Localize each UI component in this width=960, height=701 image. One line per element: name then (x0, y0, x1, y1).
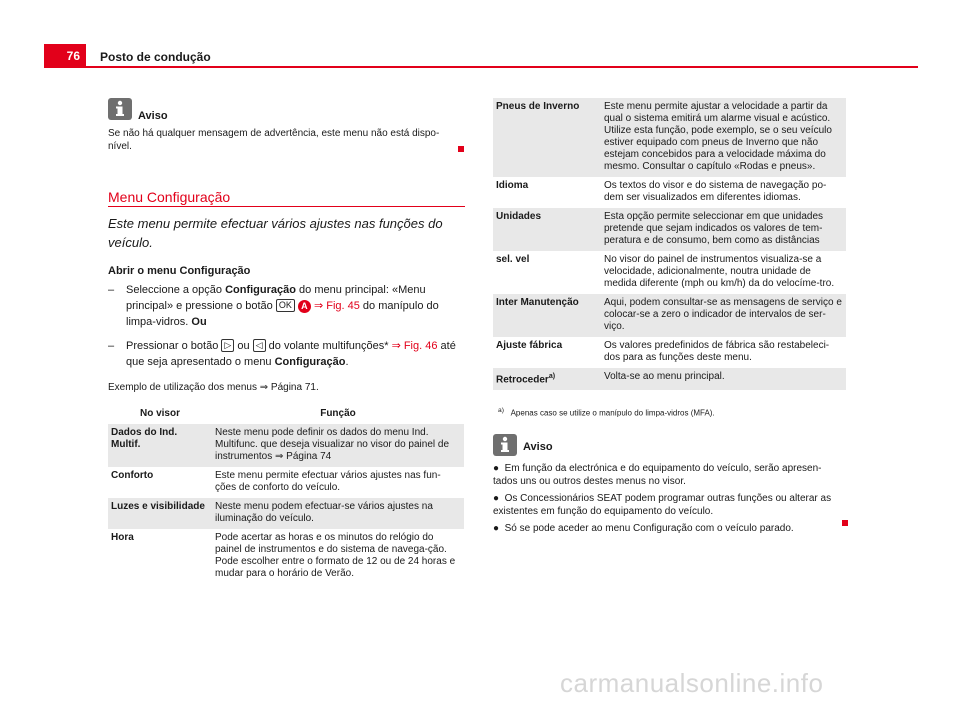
list-item: ● Em função da electrónica e do equipamento do veículo, serão apresen-tados uns ou outros destes menus no visor. (493, 463, 822, 487)
table-row: Dados do Ind. Multif. Neste menu pode definir os dados do menu Ind. Multifunc. que deseja visualizar no visor do painel de instrumentos ⇒ Página 74 (108, 424, 464, 467)
info-icon (493, 434, 517, 456)
table-row: Hora Pode acertar as horas e os minutos do relógio do painel de instrumentos e do sistema de navega-ção. Pode escolher entre o formato de 12 ou de 24 horas e mudar para o horário de Verão. (111, 532, 456, 579)
menu-table-right (493, 98, 846, 390)
table-row: Retroceder$^{a)}$ Volta-se ao menu principal. (493, 368, 846, 390)
step-2: Pressionar o botão ▷ ou ◁ do volante multifunções* ⇒ Fig. 46 até que seja apresentado o menu Configuração. (126, 340, 456, 368)
notice-bullets (493, 462, 845, 539)
list-item: ● Os Concessionários SEAT podem programar outras funções ou alterar as existentes em função do equipamento do veículo. (493, 493, 832, 517)
menu-table-left (108, 405, 464, 584)
notice-text: Se não há qualquer mensagem de advertência, este menu não está dispo-nível. (108, 128, 440, 152)
section-rule (108, 206, 465, 207)
list-item: ● Só se pode aceder ao menu Configuração com o veículo parado. (493, 523, 794, 534)
end-marker (458, 146, 464, 152)
section-title: Menu Configuração (108, 189, 231, 205)
subheading: Abrir o menu Configuração (108, 265, 251, 277)
left-arrow-key-icon: ◁ (253, 339, 266, 352)
table-row: Luzes e visibilidade Neste menu podem efectuar-se vários ajustes na iluminação do veículo. (108, 498, 464, 529)
table-row: Conforto Este menu permite efectuar vários ajustes nas fun-ções de conforto do veículo. (111, 470, 441, 493)
header-rule (44, 66, 918, 68)
example-line: Exemplo de utilização dos menus ⇒ Página 71. (108, 382, 319, 393)
marker-a-icon: A (298, 300, 311, 313)
table-header-row (108, 405, 464, 424)
table-row: Pneus de Inverno Este menu permite ajustar a velocidade a partir da qual o sistema emitirá um alarme visual e acústico. Utilize esta função, pode exemplo, se o seu veículo estiver equipado com pneus de Inverno que não estejam concebidos para a velocidade máxima do mesmo. Consultar o capítulo «Rodas e pneus». (493, 98, 846, 177)
ok-key-icon: OK (276, 299, 295, 312)
table-row: Unidades Esta opção permite seleccionar em que unidades pretende que sejam indicados os valores de tem-peratura e de consumo, bem como as distâncias (493, 208, 846, 251)
fig-45-link[interactable]: ⇒ Fig. 45 (313, 300, 360, 312)
page-number-block (44, 44, 86, 68)
running-title: Posto de condução (100, 50, 211, 64)
notice-title: Aviso (138, 110, 168, 122)
watermark: carmanualsonline.info (560, 668, 824, 698)
table-row: Idioma Os textos do visor e do sistema de navegação po-dem ser visualizados em diferentes idiomas. (496, 180, 827, 203)
col-header-visor: No visor (139, 408, 180, 419)
col-header-funcao: Função (320, 408, 356, 419)
notice-title-right: Aviso (523, 441, 553, 453)
lead-paragraph: Este menu permite efectuar vários ajustes nas funções do veículo. (108, 216, 443, 250)
dash-2: – (108, 340, 115, 352)
step-1: Seleccione a opção Configuração do menu principal: «Menu principal» e pressione o botão OK A ⇒ Fig. 45 do manípulo do limpa-vidros. Ou (126, 284, 439, 328)
table-row: Ajuste fábrica Os valores predefinidos de fábrica são restabeleci-dos para as funções deste menu. (496, 340, 830, 363)
fig-46-link[interactable]: ⇒ Fig. 46 (391, 340, 438, 352)
info-icon (108, 98, 132, 120)
right-arrow-key-icon: ▷ (221, 339, 234, 352)
end-marker (842, 520, 848, 526)
dash-1: – (108, 284, 115, 296)
table-row: Inter Manutenção Aqui, podem consultar-se as mensagens de serviço e colocar-se a zero o indicador de intervalos de ser-viço. (493, 294, 846, 337)
footnote: $^{a)}$ Apenas caso se utilize o manípulo do limpa-vidros (MFA). (498, 407, 715, 418)
table-row: sel. vel No visor do painel de instrumentos visualiza-se a velocidade, adicionalmente, noutra unidade de medida diferente (mph ou km/h) da do velocíme-tro. (496, 254, 835, 289)
page-number: 76 (66, 49, 80, 63)
